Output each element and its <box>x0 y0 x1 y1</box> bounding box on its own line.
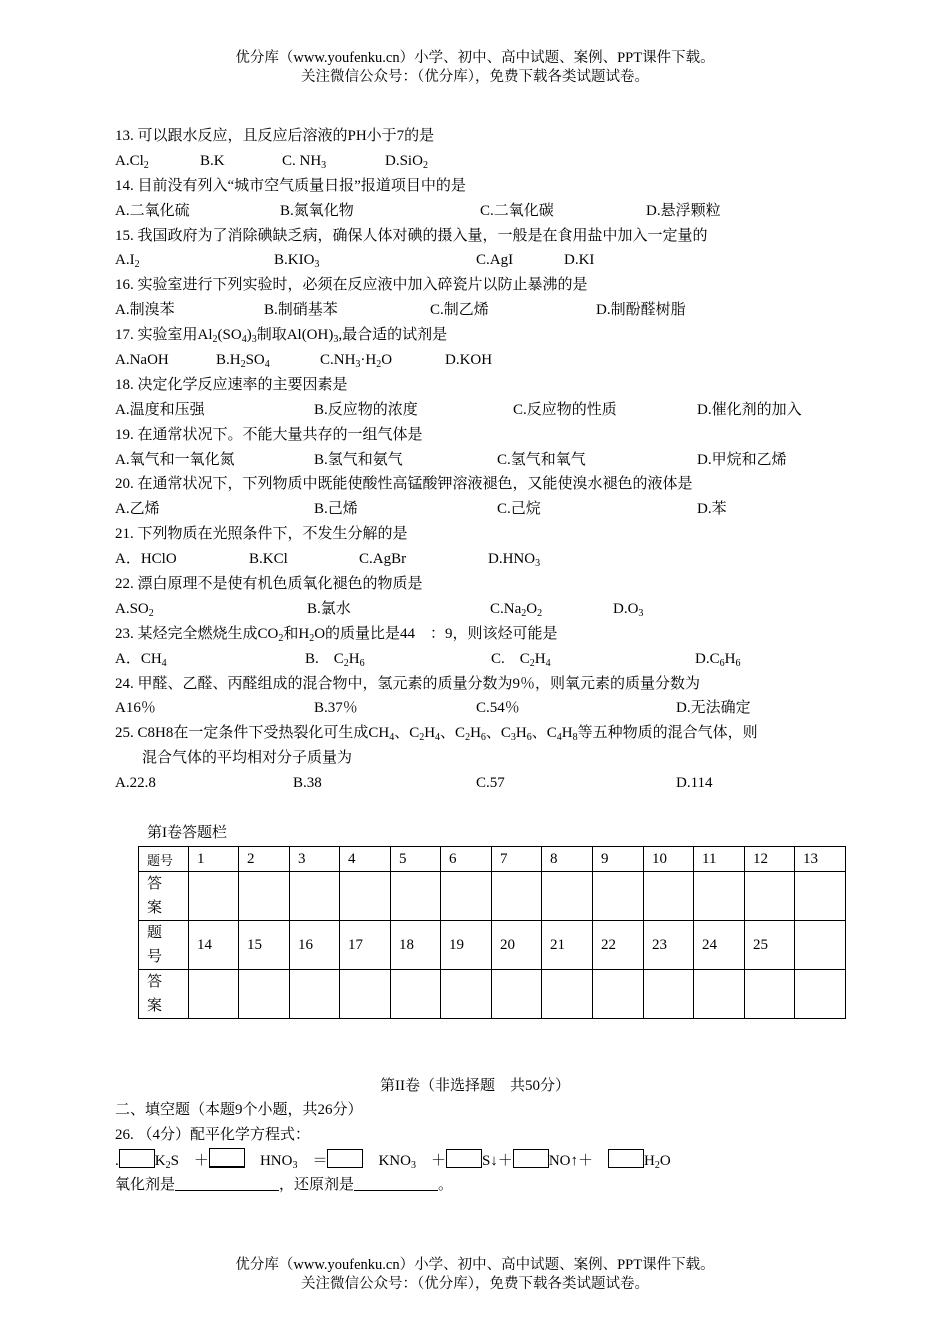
option-d: D.苯 <box>697 501 727 518</box>
question-number: 25 <box>745 921 795 970</box>
option-c: $C.Na_2O_2$ <box>490 600 543 619</box>
option-b: $B.KIO_3$ <box>274 252 320 271</box>
answer-cell[interactable] <box>239 872 290 921</box>
answer-cell[interactable] <box>542 970 593 1019</box>
option-b: B. $C_2H_6$ <box>305 650 365 669</box>
header-line-1: 优分库（www.youfenku.cn）小学、初中、高中试题、案例、PPT课件下载。 <box>235 50 715 66</box>
option-a: A.乙烯 <box>115 501 160 518</box>
question-17-options <box>115 348 850 373</box>
option-b: $B.H_2SO_4$ <box>216 352 270 371</box>
question-number: 7 <box>492 847 542 872</box>
question-number: 18 <box>391 921 441 970</box>
option-c: C. $NH_3$ <box>282 152 327 171</box>
question-number-row-2 <box>139 921 846 970</box>
footer-line-2: 关注微信公众号：（优分库），免费下载各类试题试卷。 <box>301 1276 649 1292</box>
question-13-stem: 13. 可以跟水反应，且反应后溶液的PH小于7的是 <box>115 128 435 144</box>
question-number: 19 <box>441 921 492 970</box>
answer-row-1 <box>139 872 846 921</box>
question-25-stem-continued: 混合气体的平均相对分子质量为 <box>142 750 353 767</box>
question-number: 5 <box>391 847 441 872</box>
question-number: 24 <box>694 921 745 970</box>
part-2-title: 第II卷（非选择题 共50分） <box>380 1078 570 1094</box>
header-line-2: 关注微信公众号：（优分库），免费下载各类试题试卷。 <box>301 69 649 85</box>
question-19-stem: 19. 在通常状况下。不能大量共存的一组气体是 <box>115 426 423 443</box>
answer-cell[interactable] <box>391 872 441 921</box>
option-c: C.反应物的性质 <box>513 401 617 418</box>
answer-cell[interactable] <box>189 872 239 921</box>
option-a: $A.I_2$ <box>115 252 140 271</box>
answer-cell[interactable] <box>644 872 694 921</box>
option-c: C.己烷 <box>497 501 541 518</box>
option-a: $A.SO_2$ <box>115 600 154 619</box>
option-b: B.K <box>200 152 225 169</box>
option-b: B.己烯 <box>314 501 358 518</box>
question-number: 17 <box>340 921 391 970</box>
answer-cell[interactable] <box>745 970 795 1019</box>
question-21-options <box>115 547 850 572</box>
option-d: D.甲烷和乙烯 <box>697 451 787 468</box>
row-label: 题 号 <box>139 921 189 970</box>
coefficient-box-hno3[interactable] <box>209 1148 245 1168</box>
footer-line-1: 优分库（www.youfenku.cn）小学、初中、高中试题、案例、PPT课件下载。 <box>235 1257 715 1273</box>
option-a: A16％ <box>115 700 156 717</box>
option-d: D.KOH <box>445 352 493 369</box>
question-24-options <box>115 696 850 721</box>
option-c: C.制乙烯 <box>430 302 489 319</box>
option-b: B.38 <box>293 775 322 792</box>
question-number: 10 <box>644 847 694 872</box>
option-a: $A.Cl_2$ <box>115 152 149 171</box>
option-a: A．$CH_4$ <box>115 650 167 669</box>
answer-cell[interactable] <box>745 872 795 921</box>
option-d: D.SiO$_2$ <box>385 152 428 171</box>
question-number: 16 <box>290 921 340 970</box>
answer-cell[interactable] <box>391 970 441 1019</box>
question-15-options <box>115 248 850 273</box>
oxidizer-label: 氧化剂是 <box>115 1176 176 1193</box>
answer-cell[interactable] <box>189 970 239 1019</box>
question-18-options <box>115 398 850 423</box>
answer-cell[interactable] <box>694 872 745 921</box>
answer-cell[interactable] <box>694 970 745 1019</box>
question-23-stem: 23. 某烃完全燃烧生成$CO_2$和$H_2O$的质量比是44 ：9，则该烃可能是 <box>115 625 558 644</box>
question-number: 3 <box>290 847 340 872</box>
option-a: A.氧气和一氧化氮 <box>115 451 235 468</box>
question-22-options <box>115 597 850 622</box>
question-19-options <box>115 448 850 473</box>
answer-cell[interactable] <box>441 872 492 921</box>
question-16-stem: 16. 实验室进行下列实验时，必须在反应液中加入碎瓷片以防止暴沸的是 <box>115 277 588 294</box>
question-number: 15 <box>239 921 290 970</box>
option-c: C.AgI <box>476 252 514 269</box>
question-number: 8 <box>542 847 593 872</box>
end-mark: 。 <box>438 1176 454 1193</box>
question-16-options <box>115 298 850 323</box>
option-c: C.氢气和氧气 <box>497 451 586 468</box>
coefficient-box-no[interactable] <box>513 1149 549 1168</box>
oxidizer-blank[interactable] <box>175 1176 279 1191</box>
question-number: 11 <box>694 847 745 872</box>
question-20-options <box>115 497 850 522</box>
question-number: 2 <box>239 847 290 872</box>
question-20-stem: 20. 在通常状况下，下列物质中既能使酸性高锰酸钾溶液褪色，又能使溴水褪色的液体是 <box>115 476 693 493</box>
coefficient-box-h2o[interactable] <box>608 1149 644 1168</box>
option-b: B.制硝基苯 <box>264 302 338 319</box>
option-d: D.制酚醛树脂 <box>596 302 686 319</box>
question-number-row-1 <box>139 847 846 872</box>
question-number: 23 <box>644 921 694 970</box>
answer-cell[interactable] <box>340 872 391 921</box>
coefficient-box-k2s[interactable] <box>119 1149 155 1168</box>
option-d: D.悬浮颗粒 <box>646 202 721 219</box>
question-25-options <box>115 771 850 796</box>
row-label: 答 案 <box>139 872 189 921</box>
answer-table <box>138 846 846 1019</box>
question-number: 21 <box>542 921 593 970</box>
answer-cell[interactable] <box>593 970 644 1019</box>
question-number: 12 <box>745 847 795 872</box>
answer-cell[interactable] <box>795 970 846 1019</box>
answer-row-2 <box>139 970 846 1019</box>
answer-cell[interactable] <box>492 872 542 921</box>
question-23-options <box>115 647 850 672</box>
question-number: 9 <box>593 847 644 872</box>
question-number: 22 <box>593 921 644 970</box>
option-d: $D.O_3$ <box>613 600 644 619</box>
question-25-stem: 25. C8H8在一定条件下受热裂化可生成$CH_4$、$C_2H_4$、$C_2H_6$、$C_3H_6$、$C_4H_8$等五种物质的混合气体，则 <box>115 725 758 744</box>
reducer-blank[interactable] <box>354 1176 438 1191</box>
option-d: D.114 <box>676 775 713 792</box>
option-b: B.37％ <box>314 700 358 717</box>
question-number: 13 <box>795 847 846 872</box>
option-c: C.54％ <box>476 700 520 717</box>
option-a: A.温度和压强 <box>115 401 205 418</box>
option-c: $C.NH_3\cdot H_2O$ <box>320 352 393 371</box>
answer-cell[interactable] <box>441 970 492 1019</box>
question-15-stem: 15. 我国政府为了消除碘缺乏病，确保人体对碘的摄入量，一般是在食用盐中加入一定量的 <box>115 227 708 244</box>
option-a: A.22.8 <box>115 775 156 792</box>
fill-in-section-heading: 二、填空题（本题9个小题，共26分） <box>115 1102 363 1118</box>
answer-cell[interactable] <box>290 970 340 1019</box>
option-d: $D.HNO_3$ <box>488 551 541 570</box>
option-b: B.氯水 <box>307 600 351 617</box>
question-number: 20 <box>492 921 542 970</box>
question-14-stem: 14. 目前没有列入“城市空气质量日报”报道项目中的是 <box>115 177 466 194</box>
option-d: D.KI <box>564 252 595 269</box>
answer-table-title: 第I卷答题栏 <box>147 825 227 841</box>
option-d: D.无法确定 <box>676 700 751 717</box>
question-number: 4 <box>340 847 391 872</box>
coefficient-box-kno3[interactable] <box>327 1149 363 1168</box>
question-17-stem: 17. 实验室用$Al_2(SO_4)_3$制取$Al(OH)_3$,最合适的试剂是 <box>115 327 448 346</box>
option-b: B.氮氧化物 <box>280 202 354 219</box>
row-label: 题号 <box>139 847 189 872</box>
question-26-stem: 26. （4分）配平化学方程式： <box>115 1126 311 1143</box>
answer-cell[interactable] <box>795 872 846 921</box>
question-13-options <box>115 149 850 174</box>
option-b: B.反应物的浓度 <box>314 401 418 418</box>
option-d: D.催化剂的加入 <box>697 401 802 418</box>
part-2-section <box>115 1098 850 1198</box>
multiple-choice-section <box>115 124 850 796</box>
option-a: A．HClO <box>115 551 177 568</box>
answer-cell[interactable] <box>290 872 340 921</box>
question-26-equation: . $K_2S$ ＋ $HNO_3$ ＝ $KNO_3$ ＋ S↓＋ NO↑＋ $H_2O$ <box>115 1148 850 1173</box>
option-a: A.NaOH <box>115 352 169 369</box>
answer-cell[interactable] <box>593 872 644 921</box>
option-a: A.制溴苯 <box>115 302 175 319</box>
option-c: C.57 <box>476 775 505 792</box>
option-c: C. $C_2H_4$ <box>491 650 551 669</box>
question-number: 14 <box>189 921 239 970</box>
question-24-stem: 24. 甲醛、乙醛、丙醛组成的混合物中，氢元素的质量分数为9％，则氧元素的质量分数为 <box>115 675 701 692</box>
answer-cell[interactable] <box>239 970 290 1019</box>
row-label: 答 案 <box>139 970 189 1019</box>
question-number: 1 <box>189 847 239 872</box>
question-14-options <box>115 199 850 224</box>
question-26-fill-line <box>115 1173 850 1198</box>
question-22-stem: 22. 漂白原理不是使有机色质氧化褪色的物质是 <box>115 576 423 593</box>
question-21-stem: 21. 下列物质在光照条件下，不发生分解的是 <box>115 526 408 543</box>
answer-cell[interactable] <box>644 970 694 1019</box>
answer-cell[interactable] <box>340 970 391 1019</box>
question-number <box>795 921 846 970</box>
option-b: B.KCl <box>249 551 288 568</box>
option-d: $D.C_6H_6$ <box>695 650 741 669</box>
question-number: 6 <box>441 847 492 872</box>
answer-cell[interactable] <box>542 872 593 921</box>
option-b: B.氢气和氨气 <box>314 451 403 468</box>
page-header <box>0 49 950 87</box>
option-a: A.二氧化硫 <box>115 202 190 219</box>
answer-cell[interactable] <box>492 970 542 1019</box>
reducer-label: ，还原剂是 <box>279 1176 355 1193</box>
option-c: C.AgBr <box>359 551 407 568</box>
coefficient-box-s[interactable] <box>446 1149 482 1168</box>
option-c: C.二氧化碳 <box>480 202 554 219</box>
question-18-stem: 18. 决定化学反应速率的主要因素是 <box>115 376 348 393</box>
page-footer <box>0 1256 950 1294</box>
